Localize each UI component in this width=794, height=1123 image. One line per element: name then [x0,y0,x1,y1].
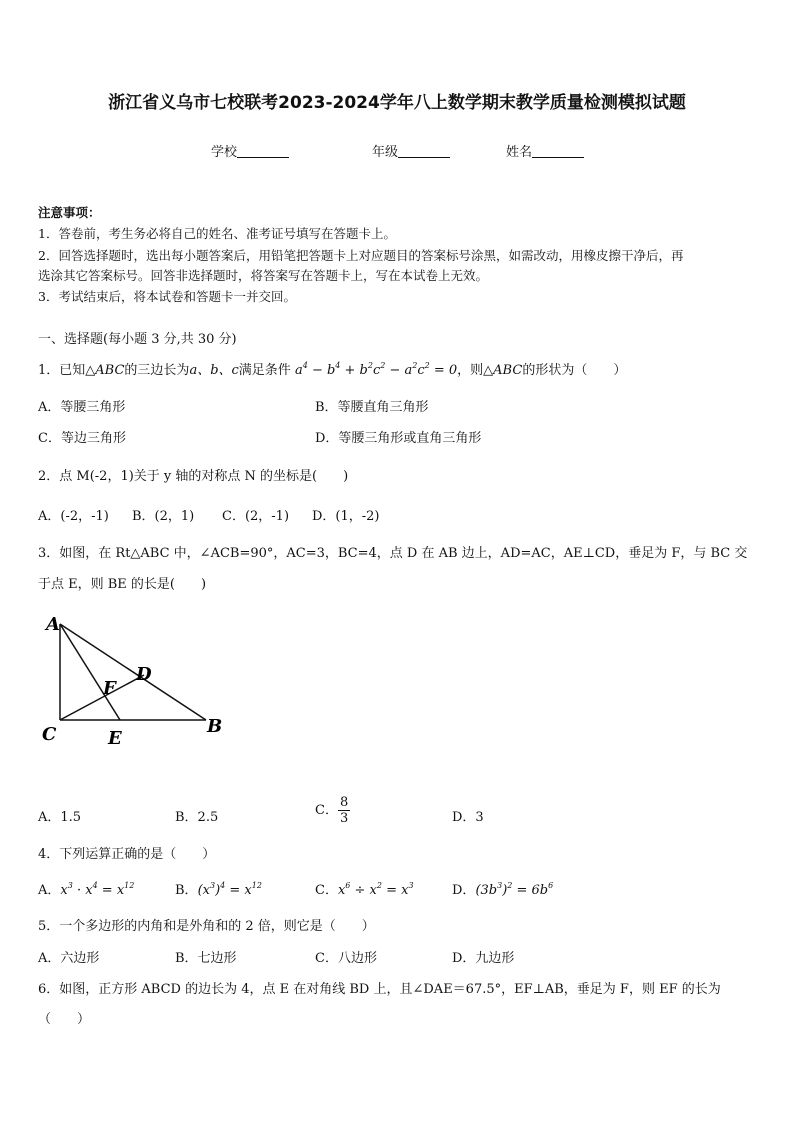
grade-label: 年级 [372,145,399,160]
question-1-option-c[interactable]: C．等边三角形 [38,431,126,446]
fraction-8-3: $\frac{8}{3}$ [339,795,349,826]
label-b: B [207,716,223,737]
question-4-option-b[interactable]: B．$(x^3)^4 = x^{12}$ [175,881,262,898]
notes-item-1: 1．答卷前，考生务必将自己的姓名、准考证号填写在答题卡上。 [38,226,396,241]
name-label: 姓名 [506,145,533,160]
question-5-stem: 5．一个多边形的内角和是外角和的 2 倍，则它是（ ） [38,919,375,934]
label-a: A [46,614,60,635]
question-5-option-c[interactable]: C．八边形 [315,951,377,966]
question-4-option-a[interactable]: A．$x^3 \cdot x^4 = x^{12}$ [38,881,135,898]
segment-ab [60,624,206,720]
question-1-equation: $a^4 - b^4 + b^2c^2 - a^2c^2 = 0$ [294,361,458,378]
notes-item-2b: 选涂其它答案标号。回答非选择题时，将答案写在答题卡上，写在本试卷上无效。 [38,268,489,283]
name-blank [532,145,584,158]
question-2-option-b[interactable]: B．(2，1) [132,509,195,524]
question-2-option-c[interactable]: C．(2，-1) [222,509,290,524]
segment-ae [60,624,120,720]
question-2-stem: 2．点 M(-2，1)关于 y 轴的对称点 N 的坐标是( ) [38,469,349,484]
question-3-option-c[interactable]: C． $\frac{8}{3}$ [315,795,349,826]
page-title: 浙江省义乌市七校联考2023-2024学年八上数学期末教学质量检测模拟试题 [108,93,686,113]
question-5-option-b[interactable]: B．七边形 [175,951,237,966]
notes-item-2a: 2．回答选择题时，选出每小题答案后，用铅笔把答题卡上对应题目的答案标号涂黑，如需改动，用橡皮擦干净后，再 [38,248,684,263]
school-label: 学校 [211,145,238,160]
question-3-option-b[interactable]: B．2.5 [175,810,219,825]
label-e: E [108,728,122,748]
section-heading: 一、选择题(每小题 3 分,共 30 分) [38,332,237,347]
question-6-line-1: 6．如图，正方形 ABCD 的边长为 4，点 E 在对角线 BD 上，且∠DAE＝67.5°，EF⊥AB，垂足为 F，则 EF 的长为 [38,982,721,997]
question-4-stem: 4．下列运算正确的是（ ） [38,847,216,862]
question-3-line-1: 3．如图，在 Rt△ABC 中，∠ACB=90°，AC=3，BC=4，点 D 在 AB 边上，AD=AC，AE⊥CD，垂足为 F，与 BC 交 [38,546,748,561]
question-4-option-d[interactable]: D．$(3b^3)^2 = 6b^6$ [452,881,554,898]
label-f: F [103,678,116,699]
label-d: D [136,664,152,685]
grade-blank [398,145,450,158]
question-6-line-2: （ ） [38,1012,91,1027]
question-2-option-d[interactable]: D．(1，-2) [312,509,380,524]
grade-field [372,141,450,160]
question-5-option-a[interactable]: A．六边形 [38,951,100,966]
question-5-option-d[interactable]: D．九边形 [452,951,515,966]
segment-cd [60,675,144,720]
question-3-option-d[interactable]: D．3 [452,810,484,825]
question-3-line-2: 于点 E，则 BE 的长是( ) [38,577,207,592]
question-1-option-b[interactable]: B．等腰直角三角形 [315,400,429,415]
label-c: C [42,724,57,745]
question-2-option-a[interactable]: A．(-2，-1) [38,509,109,524]
question-1-option-a[interactable]: A．等腰三角形 [38,400,126,415]
question-4-option-c[interactable]: C．$x^6 \div x^2 = x^3$ [315,881,414,898]
question-1-option-d[interactable]: D．等腰三角形或直角三角形 [315,431,482,446]
triangle-figure [36,608,236,748]
notes-item-3: 3．考试结束后，将本试卷和答题卡一并交回。 [38,289,296,304]
school-blank [237,145,289,158]
name-field [506,141,584,160]
question-1-stem: 1．已知△ABC的三边长为a、b、c满足条件 $a^4 - b^4 + b^2c^2 - a^2c^2 = 0$，则△ABC的形状为（ ） [38,361,627,378]
school-field [211,141,289,160]
question-3-option-a[interactable]: A．1.5 [38,810,82,825]
notes-heading: 注意事项： [38,205,101,220]
